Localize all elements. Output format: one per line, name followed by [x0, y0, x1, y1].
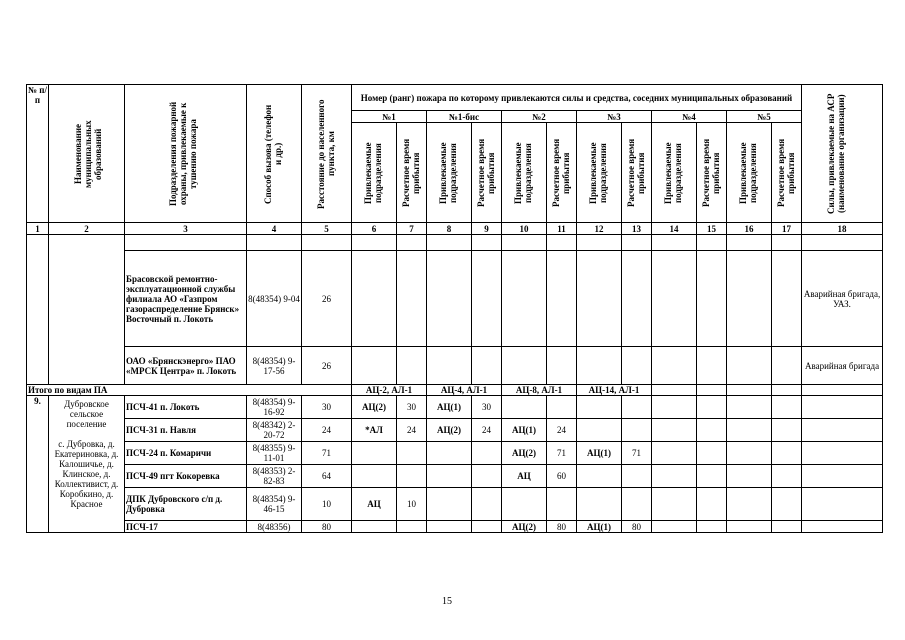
header-asr: Силы, привлекаемые на АСР (наименование организации) [802, 85, 883, 223]
rank-2: №2 [502, 111, 577, 123]
col-number: 8 [427, 223, 472, 235]
sub-units: Привлекаемые подразделения [352, 123, 397, 223]
sub-units: Привлекаемые подразделения [577, 123, 622, 223]
rank-unit [352, 442, 397, 465]
call-method: 8(48354) 9-17-56 [247, 347, 302, 385]
rank-time: 30 [397, 396, 427, 419]
rank-time [622, 488, 652, 521]
fire-resources-table [26, 84, 883, 533]
table-row [27, 347, 883, 385]
rank-time: 10 [397, 488, 427, 521]
rank-unit [427, 521, 472, 533]
asr-forces: Аварийная бригада [802, 347, 883, 385]
header-call: Способ вызова (телефон и др.) [247, 85, 302, 223]
call-method: 8(48354) 9-04 [247, 251, 302, 347]
col-number: 7 [397, 223, 427, 235]
rank-time: 30 [472, 396, 502, 419]
totals-label: Итого по видам ПА [27, 385, 352, 396]
rank-time [622, 419, 652, 442]
col-number: 5 [302, 223, 352, 235]
unit-name: Брасовской ремонтно-эксплуатационной службы филиала АО «Газпром газораспределение Брянск» Восточный п. Локоть [125, 251, 247, 347]
rank-unit: АЦ(2) [502, 521, 547, 533]
col-number: 4 [247, 223, 302, 235]
sub-units: Привлекаемые подразделения [502, 123, 547, 223]
rank-unit [427, 465, 472, 488]
rank-unit: АЦ [352, 488, 397, 521]
rank-time [472, 488, 502, 521]
rank-time: 80 [547, 521, 577, 533]
rank-unit [427, 442, 472, 465]
rank-time [547, 396, 577, 419]
table-row [27, 442, 883, 465]
col-number: 12 [577, 223, 622, 235]
totals-rank-3: АЦ-14, АЛ-1 [577, 385, 652, 396]
unit-name: ПСЧ-41 п. Локоть [125, 396, 247, 419]
rank-unit [352, 465, 397, 488]
rank-unit [502, 396, 547, 419]
col-number: 9 [472, 223, 502, 235]
distance: 71 [302, 442, 352, 465]
rank-unit [577, 419, 622, 442]
unit-name: ПСЧ-17 [125, 521, 247, 533]
header-units: Подразделения пожарной охраны, привлекаемые к тушению пожара [125, 85, 247, 223]
page-number: 15 [442, 596, 452, 607]
rank-unit: АЦ(2) [502, 442, 547, 465]
distance: 10 [302, 488, 352, 521]
col-number: 6 [352, 223, 397, 235]
column-number-row [27, 223, 883, 235]
rank-time: 80 [622, 521, 652, 533]
header-distance: Расстояние до населенного пункта, км [302, 85, 352, 223]
rank-unit [577, 488, 622, 521]
rank-unit [352, 521, 397, 533]
call-method: 8(48342) 2-20-72 [247, 419, 302, 442]
sub-units: Привлекаемые подразделения [427, 123, 472, 223]
sub-units: Привлекаемые подразделения [727, 123, 772, 223]
totals-rank-2: АЦ-8, АЛ-1 [502, 385, 577, 396]
unit-name: ПСЧ-49 пгт Кокоревка [125, 465, 247, 488]
col-number: 13 [622, 223, 652, 235]
col-number: 11 [547, 223, 577, 235]
call-method: 8(48356) [247, 521, 302, 533]
call-method: 8(48354) 9-46-15 [247, 488, 302, 521]
distance: 30 [302, 396, 352, 419]
col-number: 1 [27, 223, 49, 235]
section-name-cell [49, 396, 125, 533]
table-row [27, 396, 883, 419]
unit-name: ПСЧ-31 п. Навля [125, 419, 247, 442]
rank-time [397, 521, 427, 533]
rank-unit: АЦ(1) [502, 419, 547, 442]
unit-name: ПСЧ-24 п. Комаричи [125, 442, 247, 465]
rank-4: №4 [652, 111, 727, 123]
header-name: Наименование муниципальных образований [49, 85, 125, 223]
col-number: 16 [727, 223, 772, 235]
rank-5: №5 [727, 111, 802, 123]
sub-time: Расчетное время прибытия [472, 123, 502, 223]
header-rank: Номер (ранг) пожара по которому привлекаются силы и средства, соседних муниципальных образований [352, 85, 802, 111]
empty-row [27, 235, 883, 251]
rank-unit: *АЛ [352, 419, 397, 442]
rank-unit [577, 396, 622, 419]
call-method: 8(48355) 9-11-01 [247, 442, 302, 465]
distance: 26 [302, 347, 352, 385]
rank-time: 24 [547, 419, 577, 442]
rank-time: 71 [622, 442, 652, 465]
table-row [27, 521, 883, 533]
totals-rank-1: АЦ-2, АЛ-1 [352, 385, 427, 396]
col-number: 2 [49, 223, 125, 235]
distance: 80 [302, 521, 352, 533]
rank-time [622, 396, 652, 419]
call-method: 8(48353) 2-82-83 [247, 465, 302, 488]
rank-unit: АЦ(1) [577, 442, 622, 465]
rank-unit [427, 488, 472, 521]
rank-1: №1 [352, 111, 427, 123]
table-row [27, 251, 883, 347]
sub-time: Расчетное время прибытия [397, 123, 427, 223]
rank-time [397, 442, 427, 465]
rank-time [472, 442, 502, 465]
unit-name: ДПК Дубровского с/п д. Дубровка [125, 488, 247, 521]
asr-forces: Аварийная бригада, УАЗ. [802, 251, 883, 347]
sub-time: Расчетное время прибытия [622, 123, 652, 223]
table-row [27, 488, 883, 521]
rank-unit: АЦ [502, 465, 547, 488]
col-number: 3 [125, 223, 247, 235]
unit-name: ОАО «Брянскэнерго» ПАО «МРСК Центра» п. Локоть [125, 347, 247, 385]
call-method: 8(48354) 9-16-92 [247, 396, 302, 419]
col-number: 18 [802, 223, 883, 235]
rank-time [622, 465, 652, 488]
sub-time: Расчетное время прибытия [697, 123, 727, 223]
rank-1bis: №1-бис [427, 111, 502, 123]
rank-time [472, 465, 502, 488]
distance: 24 [302, 419, 352, 442]
rank-time [472, 521, 502, 533]
totals-row [27, 385, 883, 396]
sub-units: Привлекаемые подразделения [652, 123, 697, 223]
distance: 26 [302, 251, 352, 347]
rank-unit: АЦ(1) [577, 521, 622, 533]
table-row [27, 419, 883, 442]
rank-time: 24 [472, 419, 502, 442]
rank-time: 24 [397, 419, 427, 442]
rank-unit: АЦ(1) [427, 396, 472, 419]
rank-unit: АЦ(2) [352, 396, 397, 419]
rank-unit: АЦ(2) [427, 419, 472, 442]
sub-time: Расчетное время прибытия [772, 123, 802, 223]
rank-3: №3 [577, 111, 652, 123]
table-row [27, 465, 883, 488]
rank-time [397, 465, 427, 488]
col-number: 15 [697, 223, 727, 235]
totals-rank-1bis: АЦ-4, АЛ-1 [427, 385, 502, 396]
header-num: № п/п [27, 85, 49, 223]
section-number: 9. [27, 396, 49, 533]
rank-time: 71 [547, 442, 577, 465]
section-name: Дубровское сельское поселение [64, 399, 109, 429]
rank-unit [577, 465, 622, 488]
col-number: 17 [772, 223, 802, 235]
section-places: с. Дубровка, д. Екатериновка, д. Калошичье, д. Клинское, д. Коллективист, д. Коробкино, д. Красное [54, 439, 119, 509]
rank-unit [502, 488, 547, 521]
col-number: 10 [502, 223, 547, 235]
rank-time: 60 [547, 465, 577, 488]
sub-time: Расчетное время прибытия [547, 123, 577, 223]
col-number: 14 [652, 223, 697, 235]
rank-time [547, 488, 577, 521]
distance: 64 [302, 465, 352, 488]
